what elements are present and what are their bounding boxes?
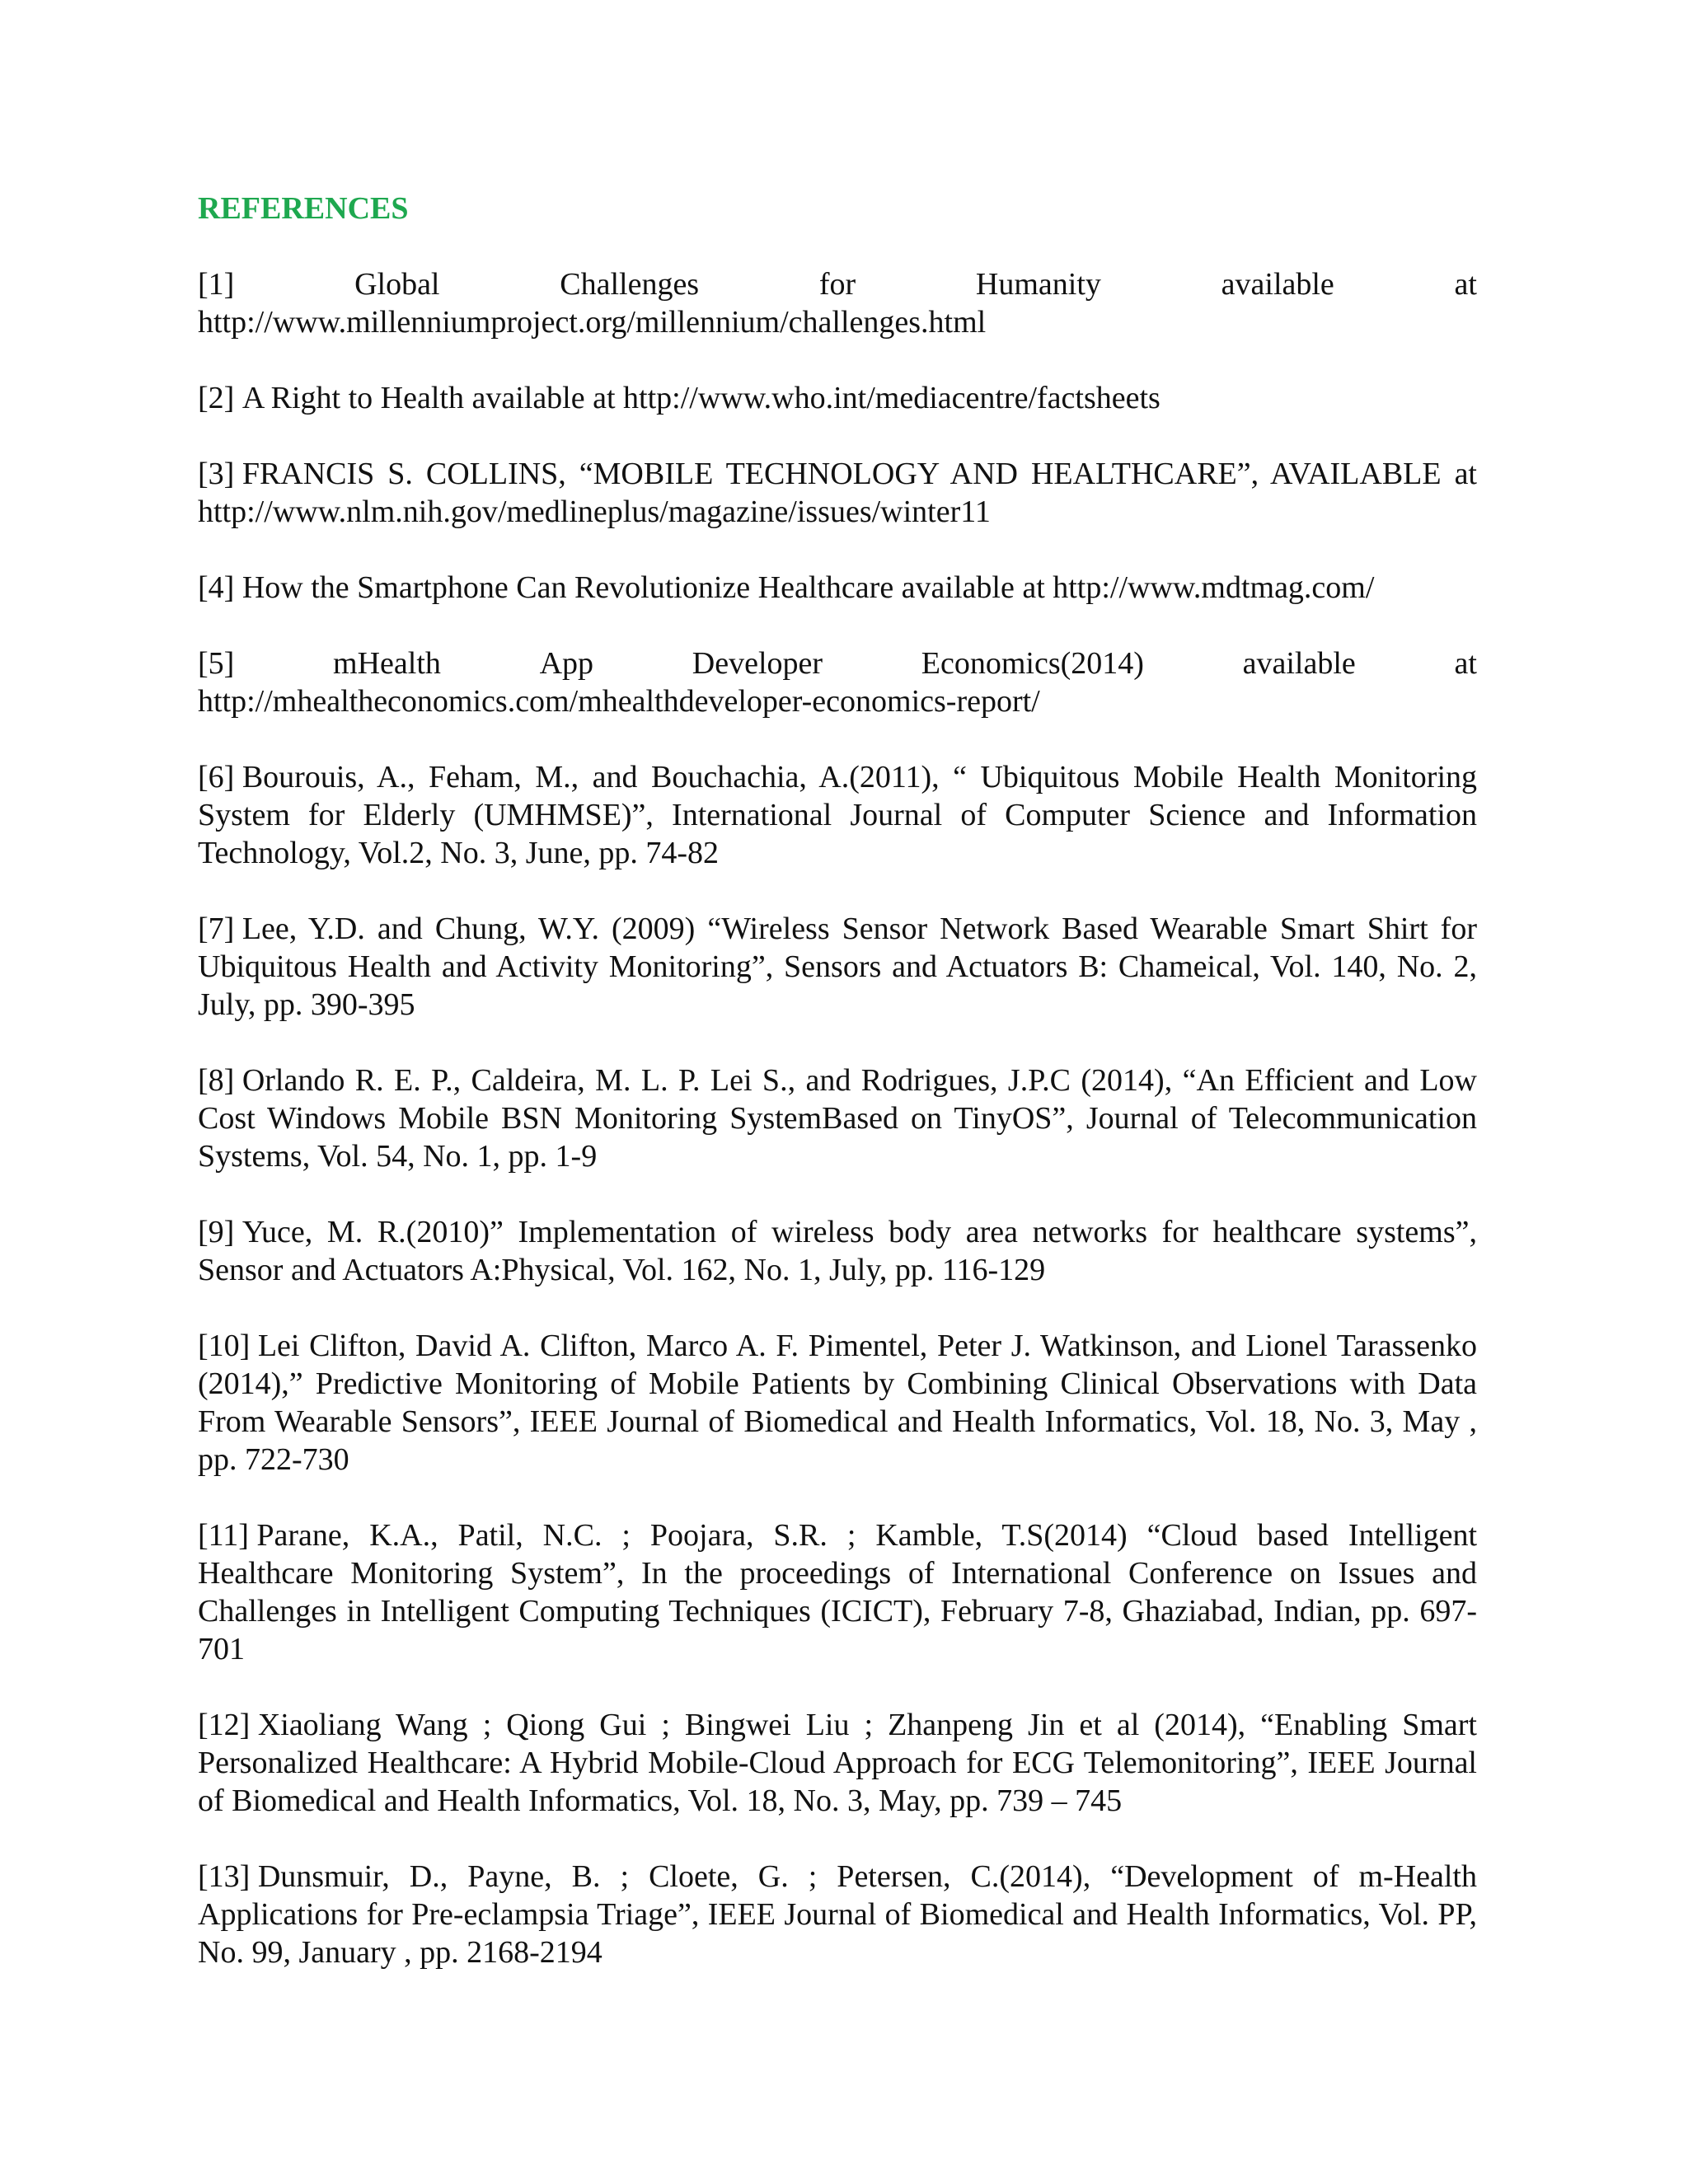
- reference-11: [198, 1516, 1477, 1668]
- reference-label: [5]: [198, 646, 235, 681]
- reference-label: [10]: [198, 1329, 251, 1363]
- reference-label: [11]: [198, 1518, 249, 1553]
- reference-word: mHealth: [333, 646, 441, 681]
- reference-8: [198, 1062, 1477, 1175]
- reference-label: [12]: [198, 1708, 251, 1742]
- reference-word: available: [1242, 646, 1356, 681]
- reference-9: [198, 1213, 1477, 1289]
- reference-1-spread-line: [198, 265, 1477, 303]
- reference-3: [198, 455, 1477, 531]
- reference-text: Orlando R. E. P., Caldeira, M. L. P. Lei S., and Rodrigues, J.P.C (2014), “An Efficient and Low Cost Windows Mobile BSN Monitoring SystemBased on TinyOS”, Journal of Telecommunication Systems, Vol. 54, No. 1, pp. 1-9: [198, 1063, 1477, 1174]
- reference-word: at: [1454, 267, 1477, 302]
- reference-label: [3]: [198, 457, 235, 491]
- reference-2: [198, 379, 1477, 417]
- reference-text: FRANCIS S. COLLINS, “MOBILE TECHNOLOGY AND HEALTHCARE”, AVAILABLE at http://www.nlm.nih.gov/medlineplus/magazine/issues/winter11: [198, 457, 1477, 529]
- reference-word: available: [1221, 267, 1334, 302]
- reference-12: [198, 1706, 1477, 1820]
- reference-word: Humanity: [975, 267, 1101, 302]
- reference-text: Lei Clifton, David A. Clifton, Marco A. F. Pimentel, Peter J. Watkinson, and Lionel Tarassenko (2014),” Predictive Monitoring of Mobile Patients by Combining Clinical Observations with Data From Wearable Sensors”, IEEE Journal of Biomedical and Health Informatics, Vol. 18, No. 3, May , pp. 722-730: [198, 1329, 1477, 1477]
- reference-10: [198, 1327, 1477, 1479]
- reference-text: Dunsmuir, D., Payne, B. ; Cloete, G. ; Petersen, C.(2014), “Development of m-Health Applications for Pre-eclampsia Triage”, IEEE Journal of Biomedical and Health Informatics, Vol. PP, No. 99, January , pp. 2168-2194: [198, 1859, 1477, 1970]
- reference-6: [198, 758, 1477, 872]
- reference-text: How the Smartphone Can Revolutionize Healthcare available at http://www.mdtmag.com/: [241, 570, 1375, 605]
- reference-5: [198, 644, 1477, 720]
- reference-word: Global: [354, 267, 440, 302]
- reference-label: [4]: [198, 570, 235, 605]
- reference-label: [9]: [198, 1215, 235, 1249]
- reference-13: [198, 1858, 1477, 1971]
- reference-text: Parane, K.A., Patil, N.C. ; Poojara, S.R. ; Kamble, T.S(2014) “Cloud based Intelligent Healthcare Monitoring System”, In the proceedings of International Conference on Issues and Challenges in Intelligent Computing Techniques (ICICT), February 7-8, Ghaziabad, Indian, pp. 697-701: [198, 1518, 1477, 1666]
- document-page: [198, 190, 1477, 2009]
- reference-word: Economics(2014): [921, 646, 1144, 681]
- reference-word: Challenges: [560, 267, 700, 302]
- reference-5-spread-line: [198, 644, 1477, 682]
- reference-7: [198, 910, 1477, 1024]
- reference-label: [13]: [198, 1859, 251, 1894]
- reference-text: Yuce, M. R.(2010)” Implementation of wireless body area networks for healthcare systems”, Sensor and Actuators A:Physical, Vol. 162, No. 1, July, pp. 116-129: [198, 1215, 1477, 1287]
- reference-word: at: [1454, 646, 1477, 681]
- references-heading: REFERENCES: [198, 191, 409, 226]
- reference-list: [198, 265, 1477, 1971]
- reference-label: [7]: [198, 912, 235, 946]
- reference-word: App: [539, 646, 594, 681]
- reference-word: Developer: [692, 646, 823, 681]
- reference-word: for: [818, 267, 856, 302]
- reference-label: [2]: [198, 381, 235, 415]
- reference-label: [6]: [198, 760, 235, 794]
- reference-text: Lee, Y.D. and Chung, W.Y. (2009) “Wireless Sensor Network Based Wearable Smart Shirt for Ubiquitous Health and Activity Monitoring”, Sensors and Actuators B: Chameical, Vol. 140, No. 2, July, pp. 390-395: [198, 912, 1477, 1022]
- reference-label: [1]: [198, 267, 235, 302]
- reference-label: [8]: [198, 1063, 235, 1098]
- reference-4: [198, 569, 1477, 607]
- reference-1: [198, 265, 1477, 341]
- reference-url-link[interactable]: http://www.millenniumproject.org/millennium/challenges.html: [198, 305, 987, 340]
- reference-text: Bourouis, A., Feham, M., and Bouchachia, A.(2011), “ Ubiquitous Mobile Health Monitoring System for Elderly (UMHMSE)”, International Journal of Computer Science and Information Technology, Vol.2, No. 3, June, pp. 74-82: [198, 760, 1477, 870]
- reference-text: A Right to Health available at http://www.who.int/mediacentre/factsheets: [241, 381, 1160, 415]
- reference-url-link[interactable]: http://mhealtheconomics.com/mhealthdeveloper-economics-report/: [198, 684, 1040, 719]
- reference-text: Xiaoliang Wang ; Qiong Gui ; Bingwei Liu ; Zhanpeng Jin et al (2014), “Enabling Smart Personalized Healthcare: A Hybrid Mobile-Cloud Approach for ECG Telemonitoring”, IEEE Journal of Biomedical and Health Informatics, Vol. 18, No. 3, May, pp. 739 – 745: [198, 1708, 1477, 1818]
